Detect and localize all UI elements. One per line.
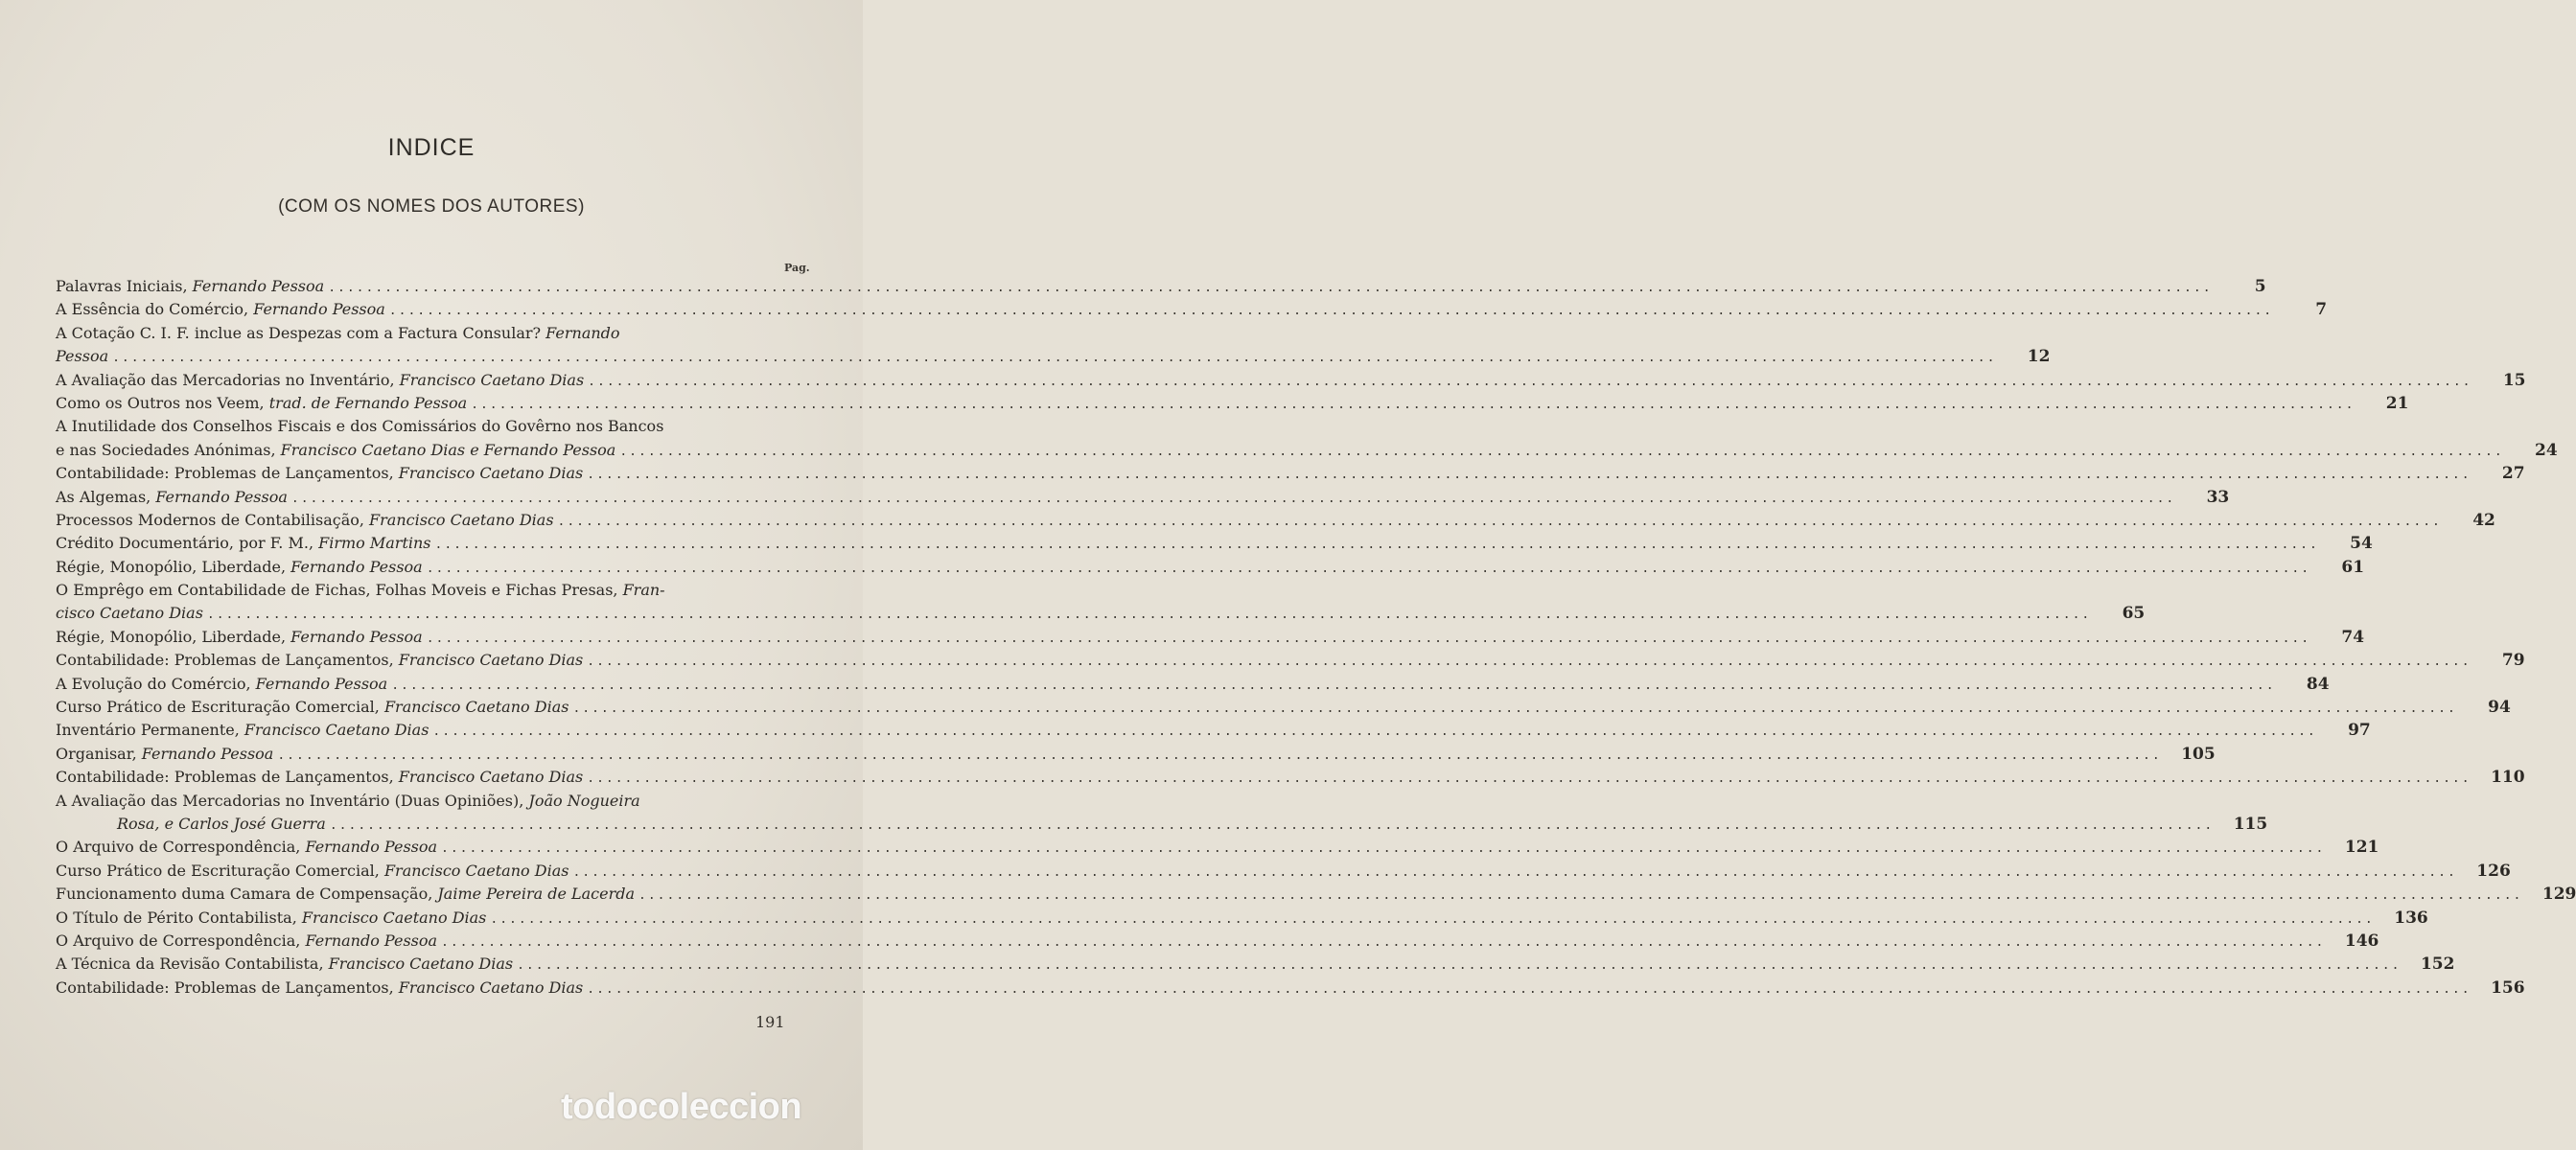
dot-leader: ........................................................................................................................................................................................................ [388, 304, 2274, 319]
entry-page-number: 33 [2206, 487, 2230, 507]
entry-title-text: Processos Modernos de Contabilisação, [56, 510, 370, 529]
entry-page-number: 94 [2488, 698, 2511, 718]
dot-leader: ........................................................................................................................................................................................................ [329, 817, 2215, 833]
entry-title-text: As Algemas, [56, 487, 156, 506]
dot-leader: ........................................................................................................................................................................................................ [112, 351, 1997, 366]
entry-title-text: Curso Prático de Escrituração Comercial, [56, 698, 384, 717]
dot-leader: ........................................................................................................................................................................................................ [441, 841, 2326, 857]
entry-author: Fernando Pessoa [290, 557, 423, 576]
entry-page-number: 129 [2541, 885, 2576, 905]
toc-entry [56, 743, 2216, 766]
toc-entry [56, 439, 2558, 462]
entry-page-number: 152 [2420, 954, 2455, 975]
entry-title [56, 298, 385, 321]
entry-author: Francisco Caetano Dias [398, 768, 584, 787]
entry-page-number: 12 [2027, 347, 2051, 367]
entry-title [56, 977, 583, 1000]
entry-page-number: 61 [2341, 557, 2365, 577]
dot-leader: ........................................................................................................................................................................................................ [638, 888, 2523, 904]
entry-page-number: 110 [2491, 768, 2525, 788]
toc-entry [56, 907, 2428, 930]
table-of-contents [56, 275, 2576, 1000]
entry-title [56, 719, 429, 742]
entry-title-text: Palavras Iniciais, [56, 277, 193, 295]
toc-entry [56, 719, 2371, 742]
entry-author: Fernando Pessoa [253, 300, 385, 319]
entry-page-number: 105 [2181, 744, 2216, 764]
dot-leader: ........................................................................................................................................................................................................ [471, 397, 2356, 412]
toc-entry [56, 883, 2576, 906]
toc-entry [56, 369, 2526, 392]
toc-entry [56, 509, 2495, 532]
entry-title-text: A Avaliação das Mercadorias no Inventário (Duas Opiniões), [56, 791, 529, 810]
entry-title [56, 579, 665, 602]
entry-author: Francisco Caetano Dias [383, 698, 569, 717]
toc-entry [56, 836, 2379, 859]
page-subtitle: (COM OS NOMES DOS AUTORES) [278, 196, 585, 217]
entry-page-number: 121 [2344, 838, 2379, 858]
entry-title [56, 696, 569, 719]
entry-title-text: Como os Outros nos Veem, [56, 393, 269, 412]
entry-title-text: Contabilidade: Problemas de Lançamentos, [56, 464, 399, 483]
entry-title-text: O Arquivo de Correspondência, [56, 838, 306, 857]
entry-author: Francisco Caetano Dias [301, 908, 487, 927]
toc-entry [56, 298, 2328, 321]
dot-leader: ........................................................................................................................................................................................................ [432, 724, 2317, 740]
entry-page-number: 84 [2306, 674, 2330, 694]
entry-author: Francisco Caetano Dias [398, 978, 584, 997]
entry-title-text: O Emprêgo em Contabilidade de Fichas, Folhas Moveis e Fichas Presas, [56, 581, 623, 600]
dot-leader: ........................................................................................................................................................................................................ [588, 374, 2472, 389]
dot-leader: ........................................................................................................................................................................................................ [328, 281, 2213, 295]
toc-entry [56, 673, 2330, 696]
entry-author: Jaime Pereira de Lacerda [437, 885, 636, 904]
toc-entry [56, 930, 2379, 953]
entry-title [56, 790, 640, 813]
toc-entry [56, 532, 2373, 555]
entry-title-text: Régie, Monopólio, Liberdade, [56, 557, 291, 576]
page-column-label: Pag. [784, 262, 810, 274]
entry-title [56, 462, 583, 485]
entry-author: Francisco Caetano Dias [369, 510, 554, 529]
dot-leader: ........................................................................................................................................................................................................ [619, 444, 2504, 459]
entry-title-text: A Cotação C. I. F. inclue as Despezas com a Factura Consular? [56, 323, 546, 342]
entry-author: Fernando Pessoa [290, 627, 423, 646]
dot-leader: ........................................................................................................................................................................................................ [426, 631, 2311, 646]
entry-author: Fernando Pessoa [141, 744, 274, 763]
toc-entry [56, 392, 2409, 415]
entry-page-number: 136 [2394, 908, 2428, 928]
entry-page-number: 42 [2472, 510, 2495, 530]
entry-title-text: Contabilidade: Problemas de Lançamentos, [56, 978, 399, 997]
entry-page-number: 79 [2501, 651, 2525, 671]
toc-entry [56, 322, 818, 345]
entry-page-number: 115 [2233, 814, 2268, 834]
entry-page-number: 5 [2254, 277, 2266, 296]
entry-title [56, 860, 569, 883]
entry-title [56, 345, 108, 368]
entry-title-text: Inventário Permanente, [56, 721, 244, 740]
dot-leader: ........................................................................................................................................................................................................ [517, 958, 2402, 974]
entry-page-number: 146 [2344, 931, 2379, 951]
toc-entry [56, 790, 818, 813]
dot-leader: ........................................................................................................................................................................................................ [206, 608, 2092, 623]
dot-leader: ........................................................................................................................................................................................................ [587, 468, 2472, 483]
entry-page-number: 7 [2315, 300, 2328, 320]
entry-author: Fernando Pessoa [305, 838, 438, 857]
toc-entry [56, 860, 2511, 883]
entry-author: Francisco Caetano Dias [399, 370, 585, 389]
entry-title-text: Organisar, [56, 744, 142, 763]
dot-leader: ........................................................................................................................................................................................................ [587, 771, 2472, 787]
dot-leader: ........................................................................................................................................................................................................ [587, 655, 2472, 670]
entry-title [56, 486, 288, 509]
dot-leader: ........................................................................................................................................................................................................ [441, 934, 2326, 950]
entry-title-text: A Evolução do Comércio, [56, 674, 256, 693]
toc-entry [56, 766, 2525, 789]
entry-title [56, 930, 437, 953]
entry-title-text: Contabilidade: Problemas de Lançamentos, [56, 651, 399, 670]
folio-number: 191 [755, 1013, 785, 1031]
entry-title [56, 509, 554, 532]
entry-title-text: e nas Sociedades Anónimas, [56, 440, 281, 459]
entry-author: Francisco Caetano Dias [328, 954, 514, 974]
entry-title-text: Régie, Monopólio, Liberdade, [56, 627, 291, 646]
entry-title [56, 392, 467, 415]
entry-title [56, 556, 423, 579]
toc-entry [56, 953, 2455, 976]
entry-author: Rosa, e Carlos José Guerra [117, 814, 326, 833]
entry-title [56, 369, 584, 392]
entry-page-number: 126 [2476, 861, 2511, 881]
toc-entry [56, 345, 2051, 368]
entry-title [56, 275, 324, 298]
entry-title [56, 836, 437, 859]
entry-title [56, 602, 203, 625]
entry-title [56, 766, 583, 789]
entry-author: Francisco Caetano Dias [383, 861, 569, 880]
entry-author: Francisco Caetano Dias [398, 464, 584, 483]
dot-leader: ........................................................................................................................................................................................................ [572, 702, 2457, 717]
dot-leader: ........................................................................................................................................................................................................ [277, 748, 2162, 763]
dot-leader: ........................................................................................................................................................................................................ [557, 514, 2442, 529]
entry-title-text: A Essência do Comércio, [56, 300, 254, 319]
entry-author: cisco Caetano Dias [56, 604, 203, 623]
page-title: INDICE [387, 134, 476, 161]
toc-entry [56, 415, 818, 438]
watermark-logo: todocoleccion [561, 1087, 802, 1127]
toc-entry [56, 275, 2266, 298]
dot-leader: ........................................................................................................................................................................................................ [434, 538, 2319, 553]
entry-title-text: O Título de Périto Contabilista, [56, 908, 302, 927]
toc-entry [56, 579, 818, 602]
entry-page-number: 27 [2501, 464, 2525, 484]
dot-leader: ........................................................................................................................................................................................................ [426, 561, 2311, 576]
entry-title [56, 415, 663, 438]
entry-title [56, 439, 615, 462]
toc-entry [56, 649, 2525, 672]
entry-title [56, 813, 326, 836]
entry-author: Fran- [622, 581, 665, 600]
entry-author: Pessoa [56, 347, 109, 366]
dot-leader: ........................................................................................................................................................................................................ [572, 864, 2457, 880]
entry-page-number: 74 [2341, 627, 2365, 647]
entry-title [56, 673, 387, 696]
entry-title-text: O Arquivo de Correspondência, [56, 931, 306, 950]
entry-title [56, 953, 513, 976]
entry-page-number: 156 [2491, 978, 2525, 998]
entry-page-number: 21 [2385, 393, 2409, 413]
entry-page-number: 97 [2348, 721, 2371, 741]
entry-author: Fernando [545, 323, 620, 342]
entry-author: Francisco Caetano Dias [244, 721, 429, 740]
entry-title [56, 626, 423, 649]
entry-title [56, 743, 273, 766]
entry-author: Firmo Martins [318, 534, 431, 553]
entry-page-number: 15 [2502, 370, 2526, 390]
toc-entry [56, 813, 2268, 836]
entry-page-number: 54 [2350, 534, 2373, 554]
entry-title-text: Crédito Documentário, por F. M., [56, 534, 319, 553]
entry-author: Fernando Pessoa [255, 674, 388, 693]
dot-leader: ........................................................................................................................................................................................................ [587, 981, 2472, 997]
entry-title-text: A Inutilidade dos Conselhos Fiscais e dos Comissários do Govêrno nos Bancos [56, 417, 664, 436]
entry-title [56, 649, 583, 672]
entry-author: Fernando Pessoa [155, 487, 288, 506]
entry-title-text: Curso Prático de Escrituração Comercial, [56, 861, 384, 880]
entry-title [56, 322, 620, 345]
toc-entry [56, 486, 2230, 509]
entry-author: Francisco Caetano Dias [398, 651, 584, 670]
entry-page-number: 24 [2535, 440, 2558, 460]
dot-leader: ........................................................................................................................................................................................................ [391, 678, 2276, 693]
entry-title-text: A Avaliação das Mercadorias no Inventário, [56, 370, 400, 389]
entry-title-text: Funcionamento duma Camara de Compensação, [56, 885, 438, 904]
entry-title [56, 907, 486, 930]
entry-title-text: Contabilidade: Problemas de Lançamentos, [56, 768, 399, 787]
entry-author: Fernando Pessoa [305, 931, 438, 950]
dot-leader: ........................................................................................................................................................................................................ [490, 911, 2375, 927]
toc-entry [56, 602, 2146, 625]
entry-page-number: 65 [2122, 604, 2146, 624]
entry-title [56, 532, 431, 555]
entry-author: João Nogueira [528, 791, 640, 810]
entry-author: Fernando Pessoa [192, 277, 325, 295]
entry-author: Francisco Caetano Dias e Fernando Pessoa [280, 440, 616, 459]
toc-entry [56, 696, 2511, 719]
toc-entry [56, 626, 2365, 649]
toc-entry [56, 977, 2525, 1000]
entry-title [56, 883, 635, 906]
toc-entry [56, 462, 2525, 485]
dot-leader: ........................................................................................................................................................................................................ [290, 491, 2176, 506]
entry-title-text: A Técnica da Revisão Contabilista, [56, 954, 329, 974]
entry-author: trad. de Fernando Pessoa [268, 393, 468, 412]
toc-entry [56, 556, 2365, 579]
